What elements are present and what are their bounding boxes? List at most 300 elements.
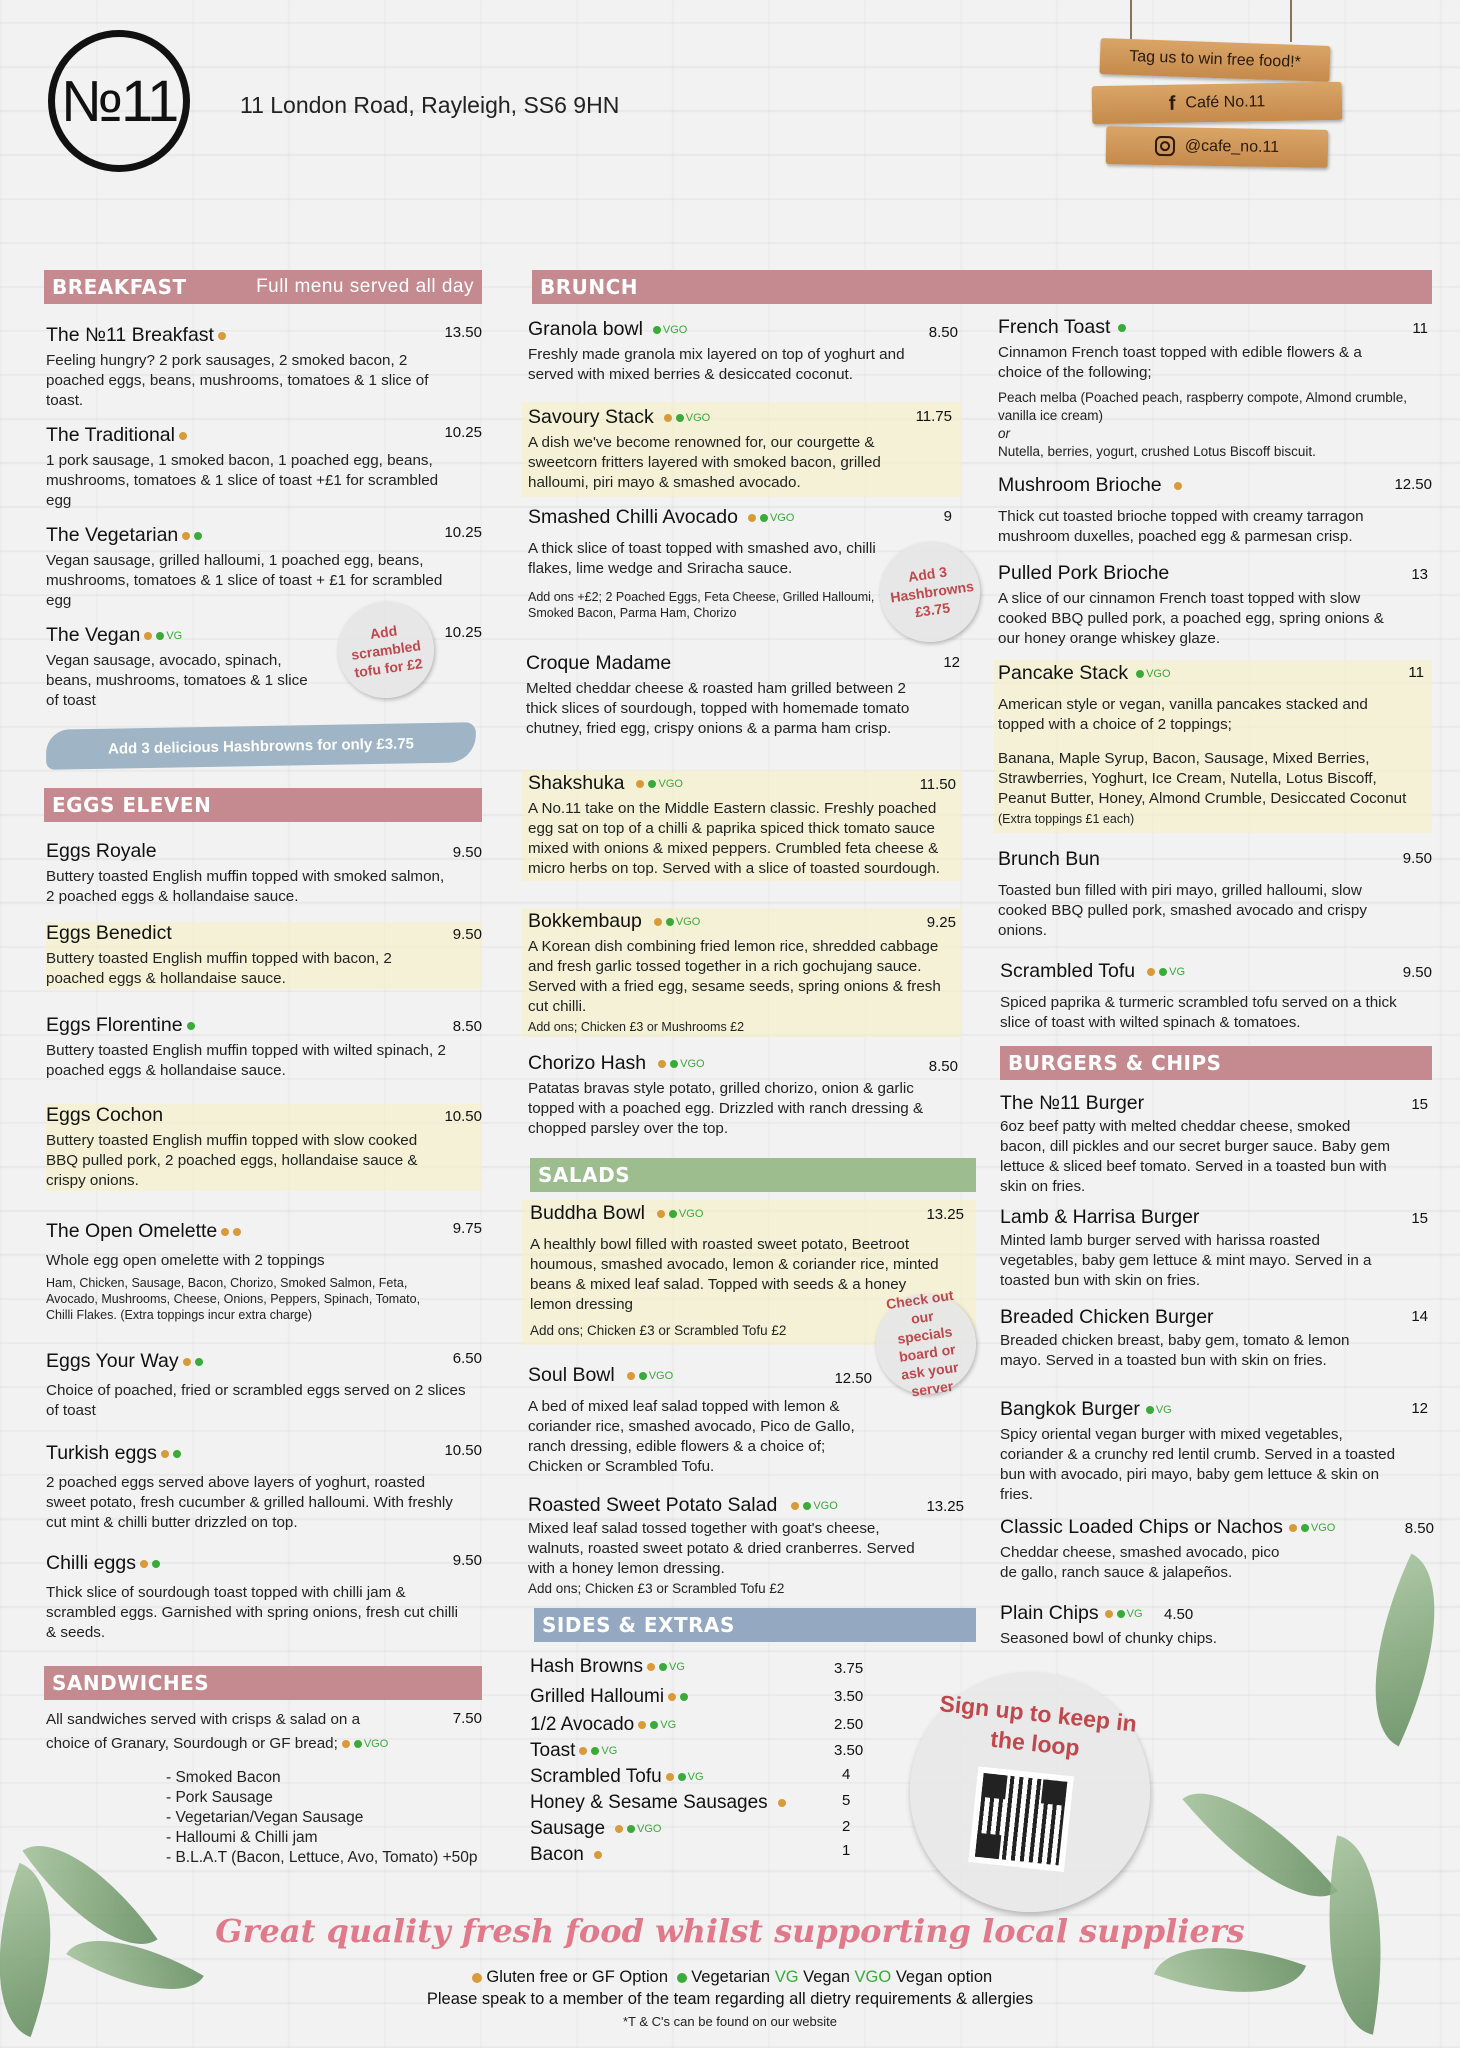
gf-dot-icon [748, 514, 756, 522]
vegan-tag: VG [660, 1718, 677, 1731]
menu-item [46, 1552, 482, 1643]
vegan-option-tag: VGO [363, 1738, 389, 1750]
gf-dot-icon [664, 414, 672, 422]
item-price: 7.50 [452, 1710, 482, 1727]
vegetarian-dot-icon [354, 1740, 362, 1748]
legend-vgo: Vegan option [895, 1968, 993, 1986]
item-price: 13 [1411, 566, 1428, 583]
gf-dot-icon [183, 1358, 191, 1366]
item-desc: 6oz beef patty with melted cheddar cheese, smoked bacon, dill pickles and our secret burger sauce. Baby gem lettuce & sliced beef tomato. Served in a toasted bun with skin on fries. [1000, 1118, 1391, 1195]
vegetarian-dot-icon [1117, 1610, 1125, 1618]
gf-dot-icon [594, 1851, 602, 1859]
vegetarian-dot-icon [680, 1693, 688, 1701]
vegetarian-dot-icon [627, 1825, 635, 1833]
section-burgers [1000, 1046, 1432, 1080]
hashbrowns-banner [46, 722, 477, 769]
menu-item [1000, 1092, 1428, 1197]
vegetarian-dot-icon [194, 532, 202, 540]
menu-item [46, 324, 482, 411]
vegetarian-dot-icon [760, 514, 768, 522]
item-name: Grilled Halloumi [530, 1686, 665, 1707]
vegetarian-dot-icon [676, 414, 684, 422]
item-name: Eggs Cochon [46, 1104, 164, 1126]
sign-instagram-text: @cafe_no.11 [1184, 137, 1280, 157]
side-item [530, 1792, 786, 1814]
sign-facebook-text: Café No.11 [1185, 93, 1266, 112]
gf-dot-icon [666, 1773, 674, 1781]
item-price: 9.50 [452, 926, 482, 943]
item-desc: American style or vegan, vanilla pancakes stacked and topped with a choice of 2 toppings; [998, 696, 1368, 733]
vegan-tag: VG [166, 629, 183, 642]
item-price: 13.50 [444, 324, 482, 341]
item-desc: Toasted bun filled with piri mayo, grilled halloumi, slow cooked BBQ pulled pork, smashed avocado and crispy onions. [998, 882, 1367, 939]
item-price: 9 [943, 508, 952, 525]
item-price: 2 [842, 1818, 851, 1835]
sign-promo [1099, 38, 1330, 82]
item-option: Peach melba (Poached peach, raspberry compote, Almond crumble, vanilla ice cream) [998, 390, 1407, 423]
item-price: 8.50 [928, 324, 958, 341]
vegan-option-tag: VGO [675, 915, 701, 928]
vegan-option-tag: VGO [658, 777, 683, 790]
vegan-tag: VG [601, 1744, 618, 1757]
vegan-tag: VG [669, 1660, 685, 1673]
section-title: SALADS [538, 1163, 631, 1187]
menu-item [528, 1364, 872, 1477]
item-desc: Minted lamb burger served with harissa roasted vegetables, baby gem lettuce & mint mayo. Served in a toasted bun with skin on fries. [1000, 1232, 1372, 1289]
item-name: Plain Chips [1000, 1602, 1099, 1624]
menu-item [1000, 1206, 1428, 1291]
item-name: Roasted Sweet Potato Salad [528, 1494, 778, 1516]
item-price: 12 [943, 654, 960, 671]
item-desc: 2 poached eggs served above layers of yoghurt, roasted sweet potato, fresh cucumber & grilled halloumi. With freshly cut mint & chilli butter drizzled on top. [46, 1474, 453, 1531]
item-price: 10.50 [444, 1108, 482, 1125]
menu-item [1000, 1602, 1240, 1649]
item-price: 10.25 [444, 424, 482, 441]
item-name: Chilli eggs [46, 1552, 136, 1574]
item-name: Turkish eggs [46, 1442, 157, 1464]
gf-dot-icon [221, 1228, 229, 1236]
gf-dot-icon [472, 1973, 482, 1983]
item-price: 9.50 [1402, 964, 1432, 981]
gf-dot-icon [657, 1210, 665, 1218]
vegan-tag: VG [1126, 1607, 1143, 1620]
sticker-text: Check out our specials board or ask your server [885, 1286, 960, 1400]
sign-rope [1290, 0, 1292, 42]
menu-item [528, 1052, 958, 1139]
section-title: BURGERS & CHIPS [1008, 1051, 1222, 1075]
menu-item [46, 1442, 482, 1533]
section-title: SIDES & EXTRAS [542, 1613, 735, 1637]
item-price: 1 [842, 1842, 851, 1859]
item-desc: Thick slice of sourdough toast topped with chilli jam & scrambled eggs. Garnished with spring onions, fresh cut chilli & seeds. [46, 1584, 458, 1641]
item-desc: Mixed leaf salad tossed together with goat's cheese, walnuts, roasted sweet potato & dried cranberres. Served with a honey lemon dressing. [528, 1520, 915, 1577]
menu-item [1000, 1516, 1434, 1583]
item-name: Toast [530, 1740, 576, 1761]
item-desc: Buttery toasted English muffin topped with smoked salmon, 2 poached eggs & hollandaise sauce. [46, 868, 445, 905]
facebook-icon: f [1168, 92, 1176, 115]
gf-dot-icon [579, 1747, 587, 1755]
menu-item [1000, 1398, 1428, 1505]
sticker-text: Add scrambled tofu for £2 [350, 622, 424, 681]
item-price: 5 [842, 1792, 851, 1809]
logo-text: №11 [60, 68, 178, 134]
item-price: 11 [1412, 320, 1428, 337]
vegan-tag: VG [1155, 1403, 1172, 1416]
section-brunch [532, 270, 1432, 304]
section-salads [530, 1158, 976, 1192]
signup-text: Sign up to keep in the loop [938, 1690, 1139, 1761]
gf-dot-icon [182, 532, 190, 540]
item-desc: Buttery toasted English muffin topped with wilted spinach, 2 poached eggs & hollandaise sauce. [46, 1042, 446, 1079]
vegan-option-tag: VGO [678, 1207, 704, 1220]
gf-dot-icon [636, 780, 644, 788]
legend-vgo-tag: VGO [854, 1968, 892, 1986]
gf-dot-icon [161, 1450, 169, 1458]
item-desc: A dish we've become renowned for, our courgette & sweetcorn fritters layered with smoked bacon, grilled halloumi, piri mayo & smashed avocado. [528, 434, 881, 491]
gf-dot-icon [218, 332, 226, 340]
vegan-option-tag: VGO [637, 1822, 662, 1835]
item-price: 8.50 [1404, 1520, 1434, 1537]
menu-item [528, 1494, 964, 1597]
menu-item [46, 1014, 482, 1081]
item-name: Lamb & Harrisa Burger [1000, 1206, 1200, 1228]
vegetarian-dot-icon [1159, 968, 1167, 976]
item-desc: Vegan sausage, avocado, spinach, beans, mushrooms, tomatoes & 1 slice of toast [46, 652, 308, 709]
address: 11 London Road, Rayleigh, SS6 9HN [240, 92, 620, 118]
vegan-option-tag: VGO [662, 323, 688, 336]
item-name: 1/2 Avocado [530, 1714, 635, 1735]
item-price: 8.50 [928, 1058, 958, 1075]
vegan-option-tag: VGO [680, 1057, 705, 1070]
vegetarian-dot-icon [666, 918, 674, 926]
vegetarian-dot-icon [639, 1372, 647, 1380]
item-extra: (Extra toppings £1 each) [998, 812, 1135, 826]
list-item: - Pork Sausage [166, 1789, 273, 1806]
leaf-decoration [1182, 1761, 1337, 1930]
item-name: Savoury Stack [528, 406, 654, 428]
sign-instagram[interactable] [1106, 126, 1329, 168]
dietary-legend [0, 1968, 1460, 1987]
vegan-option-tag: VGO [1146, 667, 1171, 680]
gf-dot-icon [179, 432, 187, 440]
menu-item [998, 562, 1428, 649]
item-desc: Spiced paprika & turmeric scrambled tofu served on a thick slice of toast with wilted spinach & tomatoes. [1000, 994, 1397, 1031]
legend-v: Vegetarian [691, 1968, 771, 1986]
item-name: Croque Madame [526, 652, 672, 674]
item-name: Scrambled Tofu [1000, 960, 1136, 982]
section-title: BRUNCH [540, 275, 639, 299]
item-price: 10.50 [444, 1442, 482, 1459]
item-toppings: Banana, Maple Syrup, Bacon, Sausage, Mixed Berries, Strawberries, Yoghurt, Ice Cream, Nutella, Lotus Biscoff, Peanut Butter, Honey, Almond Crumble, Desiccated Coconut [998, 750, 1407, 807]
menu-item [522, 908, 962, 1037]
item-price: 8.50 [452, 1018, 482, 1035]
menu-item [528, 318, 958, 385]
gf-dot-icon [654, 918, 662, 926]
vegan-option-tag: VGO [769, 511, 795, 524]
item-name: Mushroom Brioche [998, 474, 1162, 496]
item-name: Chorizo Hash [528, 1052, 647, 1074]
item-desc: Buttery toasted English muffin topped with slow cooked BBQ pulled pork, 2 poached eggs, hollandaise sauce & crispy onions. [46, 1132, 418, 1189]
vegetarian-dot-icon [1118, 324, 1126, 332]
item-name: The Vegan [46, 624, 141, 646]
item-or: or [998, 426, 1011, 441]
vegetarian-dot-icon [670, 1060, 678, 1068]
item-desc: Patatas bravas style potato, grilled chorizo, onion & garlic topped with a poached egg. Drizzled with ranch dressing & chopped parsley over the top. [528, 1080, 924, 1137]
item-addons: Add ons; Chicken £3 or Scrambled Tofu £2 [530, 1323, 787, 1338]
vegetarian-dot-icon [669, 1210, 677, 1218]
item-addons: Add ons; Chicken £3 or Scrambled Tofu £2 [528, 1581, 785, 1596]
item-price: 3.50 [834, 1688, 864, 1705]
side-item [530, 1714, 676, 1736]
item-name: Bacon [530, 1844, 584, 1865]
menu-item [1000, 1306, 1428, 1371]
instagram-icon [1155, 136, 1175, 156]
item-desc: Melted cheddar cheese & roasted ham grilled between 2 thick slices of sourdough, topped with homemade tomato chutney, fried egg, crispy onions & a parma ham crisp. [526, 680, 910, 737]
sandwich-options [166, 1768, 477, 1868]
item-price: 4 [842, 1766, 851, 1783]
item-price: 11.75 [915, 408, 952, 425]
gf-dot-icon [233, 1228, 241, 1236]
item-desc: Cinnamon French toast topped with edible flowers & a choice of the following; [998, 344, 1362, 381]
item-name: Smashed Chilli Avocado [528, 506, 738, 528]
item-name: Honey & Sesame Sausages [530, 1792, 768, 1813]
gf-dot-icon [647, 1663, 655, 1671]
item-name: Pulled Pork Brioche [998, 562, 1170, 584]
item-desc: All sandwiches served with crisps & salad on a choice of Granary, Sourdough or GF bread; [46, 1711, 361, 1753]
side-item [530, 1844, 602, 1866]
item-name: Granola bowl [528, 318, 643, 340]
section-title: EGGS ELEVEN [52, 793, 212, 817]
item-price: 9.75 [452, 1220, 482, 1237]
item-desc: Whole egg open omelette with 2 toppings [46, 1252, 325, 1269]
vegetarian-dot-icon [650, 1721, 658, 1729]
item-name: Bangkok Burger [1000, 1398, 1140, 1420]
item-name: Eggs Florentine [46, 1014, 183, 1036]
item-name: Sausage [530, 1818, 606, 1839]
menu-item [998, 316, 1428, 461]
item-price: 6.50 [452, 1350, 482, 1367]
item-desc: 1 pork sausage, 1 smoked bacon, 1 poached egg, beans, mushrooms, tomatoes & 1 slice of toast +£1 for scrambled egg [46, 452, 439, 509]
item-toppings: Ham, Chicken, Sausage, Bacon, Chorizo, Smoked Salmon, Feta, Avocado, Mushrooms, Cheese, Onions, Peppers, Spinach, Tomato, Chilli Flakes. (Extra toppings incur extra charge) [46, 1276, 421, 1322]
sandwich-info [46, 1704, 482, 1756]
vegetarian-dot-icon [677, 1973, 687, 1983]
item-name: The №11 Burger [1000, 1092, 1145, 1114]
menu-item [998, 848, 1432, 941]
list-item: - Vegetarian/Vegan Sausage [166, 1809, 364, 1826]
item-price: 12.50 [834, 1370, 872, 1387]
side-item [530, 1656, 685, 1678]
menu-item [522, 770, 962, 881]
item-price: 15 [1411, 1096, 1428, 1113]
legend-vg: Vegan [803, 1968, 850, 1986]
item-name: The Traditional [46, 424, 175, 446]
item-price: 3.75 [834, 1660, 864, 1677]
gf-dot-icon [1147, 968, 1155, 976]
item-price: 13.25 [926, 1498, 964, 1515]
item-price: 2.50 [834, 1716, 864, 1733]
vegetarian-dot-icon [187, 1022, 195, 1030]
vegan-option-tag: VGO [1310, 1521, 1336, 1534]
item-desc: A bed of mixed leaf salad topped with lemon & coriander rice, smashed avocado, Pico de Gallo, ranch dressing, edible flowers & a choice of; Chicken or Scrambled Tofu. [528, 1398, 855, 1475]
gf-dot-icon [1105, 1610, 1113, 1618]
vegetarian-dot-icon [591, 1747, 599, 1755]
section-breakfast [44, 270, 482, 304]
menu-item [522, 402, 962, 497]
menu-item [994, 660, 1432, 833]
item-desc: Freshly made granola mix layered on top of yoghurt and served with mixed berries & desiccated coconut. [528, 346, 905, 383]
item-name: Eggs Royale [46, 840, 157, 862]
item-price: 10.25 [444, 624, 482, 641]
item-name: Pancake Stack [998, 662, 1129, 684]
section-title: BREAKFAST [52, 275, 187, 299]
item-option: Nutella, berries, yogurt, crushed Lotus Biscoff biscuit. [998, 444, 1316, 459]
item-addons: Add ons +£2; 2 Poached Eggs, Feta Cheese, Grilled Halloumi, Smoked Bacon, Parma Ham, Chorizo [528, 590, 875, 620]
menu-item [46, 922, 482, 989]
menu-item [46, 1104, 482, 1191]
sticker-text: Add 3 Hashbrowns £3.75 [889, 563, 975, 621]
item-desc: Thick cut toasted brioche topped with creamy tarragon mushroom duxelles, poached egg & parmesan crisp. [998, 508, 1364, 545]
allergy-note: Please speak to a member of the team regarding all dietry requirements & allergies [426, 1990, 1034, 2008]
section-sandwiches [44, 1666, 482, 1700]
sign-facebook[interactable] [1092, 82, 1343, 124]
item-price: 15 [1411, 1210, 1428, 1227]
item-desc: Choice of poached, fried or scrambled eggs served on 2 slices of toast [46, 1382, 466, 1419]
item-name: Hash Browns [530, 1656, 643, 1677]
item-desc: A healthly bowl filled with roasted sweet potato, Beetroot houmous, smashed avocado, lemon & coriander rice, minted beans & mixed leaf salad. Topped with seeds & a honey lemon dressing [530, 1236, 939, 1313]
item-desc: A No.11 take on the Middle Eastern classic. Freshly poached egg sat on top of a chilli & paprika spiced thick tomato sauce mixed with onions & mixed peppers. Crumbled feta cheese & micro herbs on top. Served with a slice of toasted sourdough. [528, 800, 940, 877]
menu-item [46, 424, 482, 511]
item-desc: Seasoned bowl of chunky chips. [1000, 1630, 1217, 1647]
item-name: Bokkembaup [528, 910, 642, 932]
side-item [530, 1686, 688, 1708]
list-item: - Halloumi & Chilli jam [166, 1829, 318, 1846]
item-price: 4.50 [1164, 1606, 1194, 1623]
item-desc: Vegan sausage, grilled halloumi, 1 poached egg, beans, mushrooms, tomatoes & 1 slice of toast + £1 for scrambled egg [46, 552, 443, 609]
side-item [530, 1766, 704, 1788]
gf-dot-icon [1174, 482, 1182, 490]
vegan-option-tag: VGO [648, 1369, 674, 1382]
vegetarian-dot-icon [1136, 670, 1144, 678]
menu-item [998, 474, 1432, 547]
vegetarian-dot-icon [659, 1663, 667, 1671]
item-price: 11.50 [919, 776, 956, 793]
menu-item [1000, 960, 1432, 1033]
item-desc: Spicy oriental vegan burger with mixed vegetables, coriander & a crunchy red lentil crumb. Served in a toasted bun with avocado, piri mayo, baby gem lettuce & skin on fries. [1000, 1426, 1396, 1503]
hashbrowns-text: Add 3 delicious Hashbrowns for only £3.75 [107, 734, 415, 758]
vegetarian-dot-icon [152, 1560, 160, 1568]
gf-dot-icon [638, 1721, 646, 1729]
qr-code-icon[interactable] [968, 1766, 1074, 1872]
section-title: SANDWICHES [52, 1671, 210, 1695]
item-price: 3.50 [834, 1742, 864, 1759]
list-item: - B.L.A.T (Bacon, Lettuce, Avo, Tomato) +50p [166, 1849, 478, 1866]
menu-item [46, 524, 482, 611]
item-name: Classic Loaded Chips or Nachos [1000, 1516, 1283, 1538]
item-desc: A slice of our cinnamon French toast topped with slow cooked BBQ pulled pork, a poached egg, spring onions & our honey orange whiskey glaze. [998, 590, 1384, 647]
section-eggs-eleven [44, 788, 482, 822]
gf-dot-icon [778, 1799, 786, 1807]
vegetarian-dot-icon [1146, 1406, 1154, 1414]
item-price: 9.25 [926, 914, 956, 931]
section-note: Full menu served all day [256, 276, 474, 297]
item-name: Shakshuka [528, 772, 625, 794]
gf-dot-icon [627, 1372, 635, 1380]
item-name: Soul Bowl [528, 1364, 615, 1386]
item-name: The Open Omelette [46, 1220, 218, 1242]
item-name: Eggs Your Way [46, 1350, 179, 1372]
vegetarian-dot-icon [195, 1358, 203, 1366]
item-name: French Toast [998, 316, 1111, 338]
item-price: 11 [1408, 664, 1424, 681]
item-desc: A Korean dish combining fried lemon rice, shredded cabbage and fresh garlic tossed together in a rich gochujang sauce. Served with a fried egg, sesame seeds, spring onions & fresh cut chilli. [528, 938, 941, 1015]
legend-vg-tag: VG [774, 1968, 799, 1986]
vegetarian-dot-icon [156, 632, 164, 640]
item-name: Scrambled Tofu [530, 1766, 662, 1787]
vegetarian-dot-icon [803, 1502, 811, 1510]
item-addons: Add ons; Chicken £3 or Mushrooms £2 [528, 1020, 745, 1034]
gf-dot-icon [144, 632, 152, 640]
menu-item [526, 652, 962, 739]
menu-item [46, 840, 482, 907]
sign-promo-text: Tag us to win free food!* [1128, 48, 1302, 71]
list-item: - Smoked Bacon [166, 1769, 281, 1786]
vegetarian-dot-icon [678, 1773, 686, 1781]
side-item [530, 1818, 661, 1840]
item-desc: Buttery toasted English muffin topped with bacon, 2 poached eggs & hollandaise sauce. [46, 950, 392, 987]
item-desc: Cheddar cheese, smashed avocado, pico de gallo, ranch sauce & jalapeños. [1000, 1544, 1280, 1581]
vegan-option-tag: VGO [685, 411, 711, 424]
item-name: Brunch Bun [998, 848, 1100, 870]
gf-dot-icon [615, 1825, 623, 1833]
item-name: The Vegetarian [46, 524, 179, 546]
gf-dot-icon [342, 1740, 350, 1748]
vegetarian-dot-icon [173, 1450, 181, 1458]
item-name: Eggs Benedict [46, 922, 172, 944]
gf-dot-icon [658, 1060, 666, 1068]
side-item [530, 1740, 617, 1762]
sign-rope [1130, 0, 1132, 42]
item-desc: Feeling hungry? 2 pork sausages, 2 smoked bacon, 2 poached eggs, beans, mushrooms, tomatoes & 1 slice of toast. [46, 352, 429, 409]
item-price: 12.50 [1394, 476, 1432, 493]
terms-note: *T & C's can be found on our website [623, 2014, 837, 2029]
vegetarian-dot-icon [648, 780, 656, 788]
item-price: 12 [1411, 1400, 1428, 1417]
legend-gf: Gluten free or GF Option [486, 1968, 669, 1986]
item-price: 14 [1411, 1308, 1428, 1325]
item-price: 13.25 [926, 1206, 964, 1223]
item-desc: A thick slice of toast topped with smashed avo, chilli flakes, lime wedge and Sriracha sauce. [528, 540, 876, 577]
section-sides [534, 1608, 976, 1642]
item-name: Breaded Chicken Burger [1000, 1306, 1214, 1328]
vegan-tag: VG [687, 1770, 704, 1783]
gf-dot-icon [668, 1693, 676, 1701]
vegetarian-dot-icon [653, 326, 661, 334]
vegetarian-dot-icon [1301, 1524, 1309, 1532]
cafe-logo [48, 30, 190, 172]
menu-item [46, 1220, 482, 1323]
gf-dot-icon [1289, 1524, 1297, 1532]
item-name: The №11 Breakfast [46, 324, 214, 346]
vegan-tag: VG [1169, 965, 1186, 978]
gf-dot-icon [791, 1502, 799, 1510]
signup-sticker[interactable] [898, 1660, 1162, 1924]
item-name: Buddha Bowl [530, 1202, 645, 1224]
item-desc: Breaded chicken breast, baby gem, tomato & lemon mayo. Served in a toasted bun with skin on fries. [1000, 1332, 1350, 1369]
item-price: 9.50 [452, 844, 482, 861]
item-price: 10.25 [444, 524, 482, 541]
menu-item [46, 1350, 482, 1421]
item-price: 9.50 [1402, 850, 1432, 867]
